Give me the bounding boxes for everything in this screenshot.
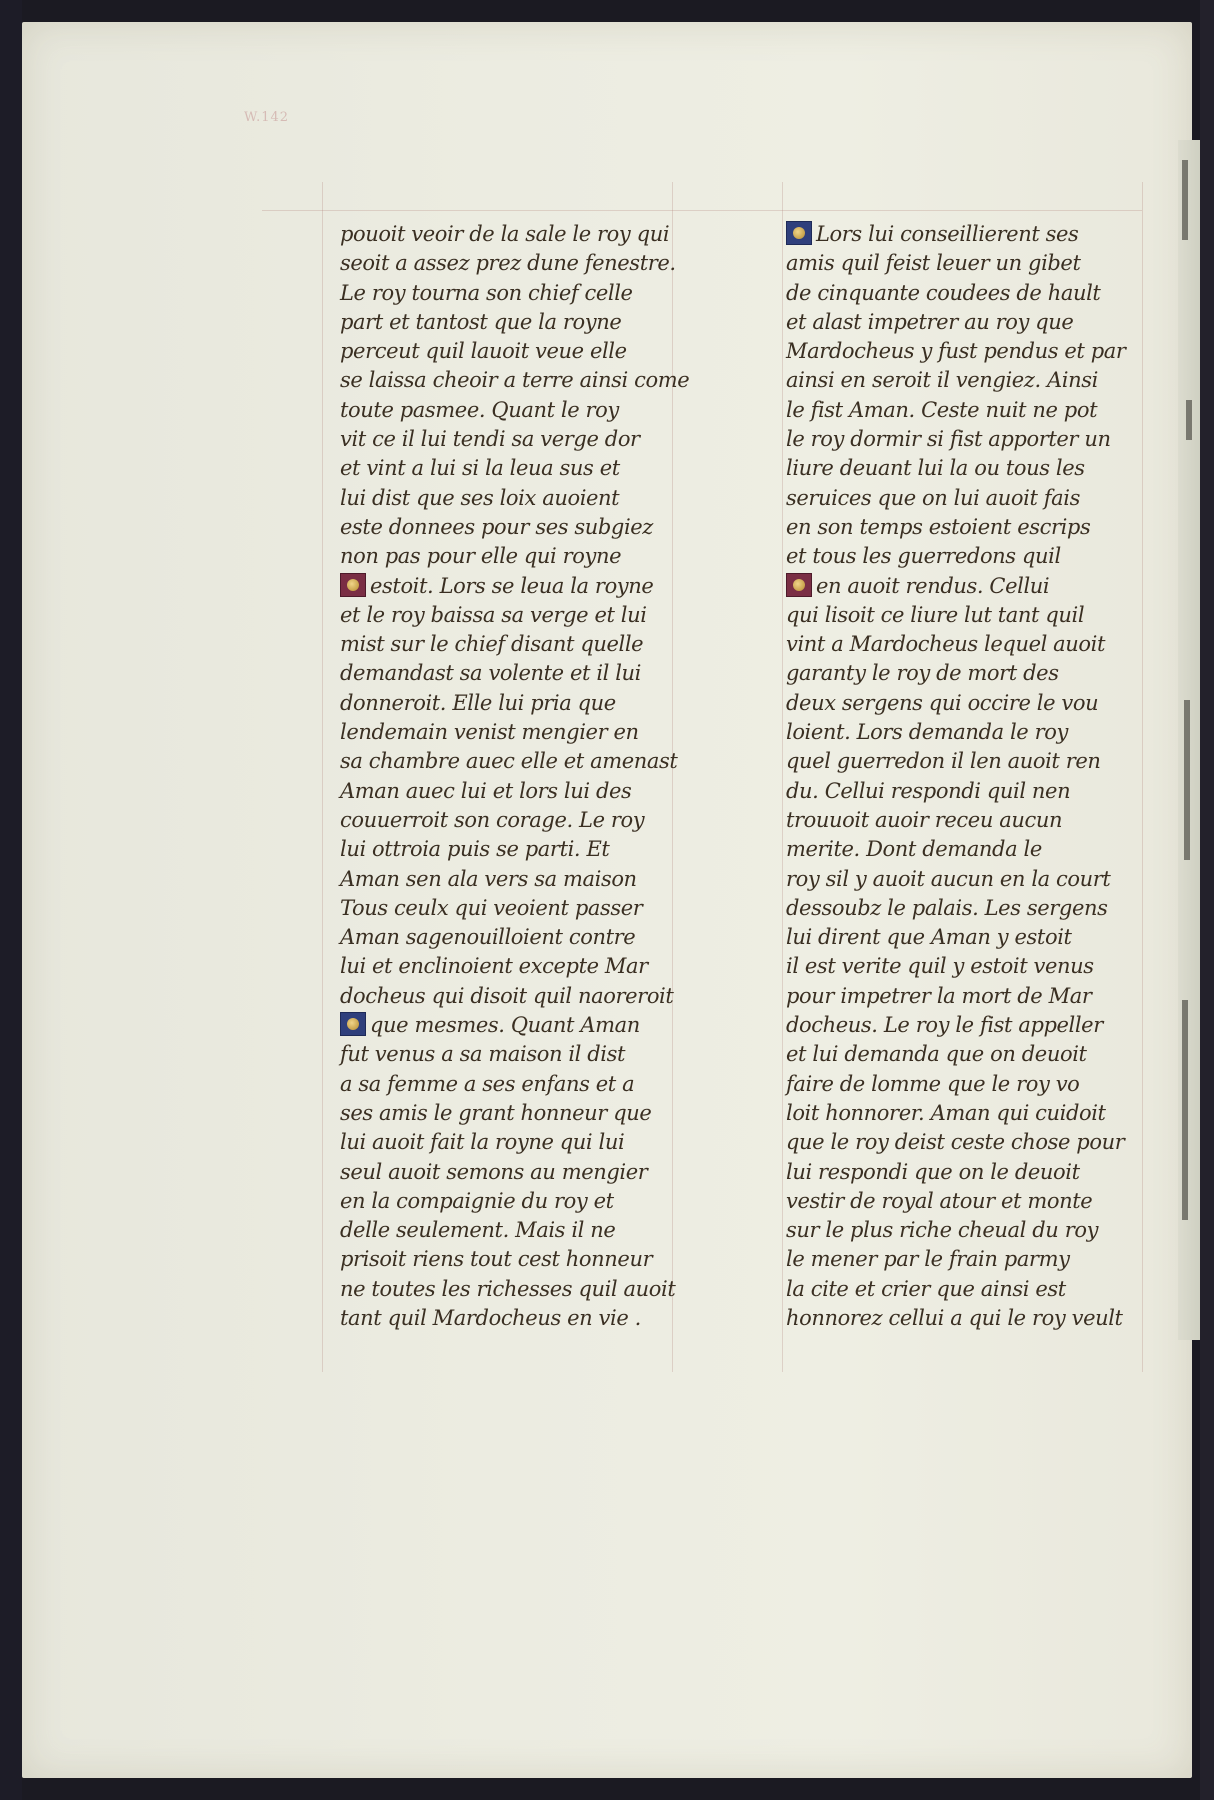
text-line xyxy=(786,1304,1166,1333)
text-line xyxy=(340,1304,720,1333)
text-line xyxy=(340,777,720,806)
text-line xyxy=(340,513,720,542)
text-line-content: liure deuant lui la ou tous les xyxy=(786,456,1085,481)
text-line-content: loit honnorer. Aman qui cuidoit xyxy=(786,1100,1106,1125)
text-line-content: Tous ceulx qui veoient passer xyxy=(340,895,643,920)
text-column-left xyxy=(340,220,720,1333)
text-line xyxy=(340,279,720,308)
text-line-content: du. Cellui respondi quil nen xyxy=(786,778,1071,803)
text-line-content: demandast sa volente et il lui xyxy=(340,661,641,686)
text-line-content: vit ce il lui tendi sa verge dor xyxy=(340,427,640,452)
text-line-content: lui auoit fait la royne qui lui xyxy=(340,1130,625,1155)
text-line-content: en auoit rendus. Cellui xyxy=(816,573,1050,598)
text-line xyxy=(786,894,1166,923)
text-line xyxy=(340,1128,720,1157)
text-line xyxy=(340,572,720,601)
text-line-content: Aman auec lui et lors lui des xyxy=(340,778,632,803)
text-line-content: sur le plus riche cheual du roy xyxy=(786,1218,1099,1243)
manuscript-folio xyxy=(22,22,1192,1778)
text-line xyxy=(340,1245,720,1274)
text-line xyxy=(786,279,1166,308)
text-line xyxy=(786,747,1166,776)
text-line-content: ainsi en seroit il vengiez. Ainsi xyxy=(786,368,1098,393)
text-line-content: pouoit veoir de la sale le roy qui xyxy=(340,222,670,246)
decorated-initial-icon xyxy=(340,1012,366,1036)
text-line-content: tant quil Mardocheus en vie . xyxy=(340,1305,641,1330)
text-line xyxy=(340,659,720,688)
ink-trace xyxy=(1186,400,1192,440)
text-line xyxy=(786,806,1166,835)
text-line xyxy=(340,366,720,395)
text-line-content: et tous les guerredons quil xyxy=(786,544,1061,569)
text-line-content: amis quil feist leuer un gibet xyxy=(786,251,1081,276)
text-line-content: fut venus a sa maison il dist xyxy=(340,1042,626,1067)
adjacent-page-edge xyxy=(1178,140,1200,1340)
text-line xyxy=(786,1275,1166,1304)
text-line-content: merite. Dont demanda le xyxy=(786,837,1042,862)
text-line-content: la cite et crier que ainsi est xyxy=(786,1276,1066,1301)
text-line-content: que mesmes. Quant Aman xyxy=(370,1013,640,1038)
text-line-content: honnorez cellui a qui le roy veult xyxy=(786,1305,1123,1330)
text-line xyxy=(340,1040,720,1069)
text-line xyxy=(786,337,1166,366)
text-line-content: Aman sen ala vers sa maison xyxy=(340,866,637,891)
text-line-content: non pas pour elle qui royne xyxy=(340,544,622,569)
text-line xyxy=(340,1187,720,1216)
text-line xyxy=(786,484,1166,513)
text-line xyxy=(340,542,720,571)
text-line xyxy=(340,747,720,776)
text-line xyxy=(786,1187,1166,1216)
text-line-content: delle seulement. Mais il ne xyxy=(340,1218,616,1243)
text-line-content: estoit. Lors se leua la royne xyxy=(370,573,654,598)
text-line xyxy=(340,718,720,747)
text-line xyxy=(340,1158,720,1187)
text-line-content: et vint a lui si la leua sus et xyxy=(340,456,620,481)
text-line-content: le roy dormir si fist apporter un xyxy=(786,427,1111,452)
text-line xyxy=(340,806,720,835)
text-line xyxy=(786,249,1166,278)
text-line-content: pour impetrer la mort de Mar xyxy=(786,983,1092,1008)
text-line xyxy=(340,1216,720,1245)
ruling-line xyxy=(782,182,783,1372)
text-line-content: roy sil y auoit aucun en la court xyxy=(786,866,1111,891)
text-line xyxy=(786,572,1166,601)
text-line xyxy=(786,923,1166,952)
text-line-content: le mener par le frain parmy xyxy=(786,1247,1070,1272)
text-line xyxy=(340,982,720,1011)
text-line-content: le fist Aman. Ceste nuit ne pot xyxy=(786,397,1098,422)
text-line-content: Lors lui conseillierent ses xyxy=(816,222,1079,246)
text-line-content: garanty le roy de mort des xyxy=(786,661,1059,686)
text-line xyxy=(340,220,720,249)
text-line xyxy=(786,454,1166,483)
text-line-content: lui ottroia puis se parti. Et xyxy=(340,837,610,862)
photo-background-right xyxy=(1200,0,1214,1800)
text-line xyxy=(786,513,1166,542)
text-line-content: lendemain venist mengier en xyxy=(340,720,639,745)
text-line-content: vint a Mardocheus lequel auoit xyxy=(786,632,1106,657)
text-line xyxy=(786,396,1166,425)
text-line xyxy=(340,923,720,952)
text-line-content: este donnees pour ses subgiez xyxy=(340,514,653,539)
text-line-content: et lui demanda que on deuoit xyxy=(786,1042,1087,1067)
text-line xyxy=(786,952,1166,981)
text-line-content: de cinquante coudees de hault xyxy=(786,280,1101,305)
text-line xyxy=(340,952,720,981)
ruling-line xyxy=(322,182,323,1372)
ink-trace xyxy=(1182,1000,1188,1220)
text-line-content: mist sur le chief disant quelle xyxy=(340,632,644,657)
text-line-content: loient. Lors demanda le roy xyxy=(786,720,1068,745)
text-line xyxy=(786,1070,1166,1099)
text-line-content: sa chambre auec elle et amenast xyxy=(340,749,678,774)
text-line-content: lui et enclinoient excepte Mar xyxy=(340,954,648,979)
text-line-content: quel guerredon il len auoit ren xyxy=(786,749,1101,774)
ink-trace xyxy=(1184,700,1190,860)
text-line xyxy=(786,1245,1166,1274)
text-line xyxy=(340,249,720,278)
text-line-content: Aman sagenouilloient contre xyxy=(340,925,636,950)
text-line xyxy=(786,659,1166,688)
text-line-content: lui dirent que Aman y estoit xyxy=(786,925,1072,950)
text-line xyxy=(786,220,1166,249)
text-line-content: se laissa cheoir a terre ainsi come xyxy=(340,368,690,393)
text-line xyxy=(786,689,1166,718)
text-line xyxy=(786,1011,1166,1040)
text-line-content: trouuoit auoir receu aucun xyxy=(786,807,1063,832)
text-line xyxy=(786,425,1166,454)
text-line-content: perceut quil lauoit veue elle xyxy=(340,339,627,364)
text-line xyxy=(786,865,1166,894)
text-line xyxy=(340,484,720,513)
text-line xyxy=(340,689,720,718)
text-line-content: en son temps estoient escrips xyxy=(786,514,1091,539)
text-line xyxy=(340,894,720,923)
text-line-content: prisoit riens tout cest honneur xyxy=(340,1247,653,1272)
text-line xyxy=(786,1128,1166,1157)
text-line xyxy=(340,1275,720,1304)
text-line xyxy=(786,777,1166,806)
text-line xyxy=(340,1070,720,1099)
text-line-content: lui dist que ses loix auoient xyxy=(340,485,620,510)
text-line xyxy=(340,1099,720,1128)
text-line xyxy=(340,396,720,425)
text-line xyxy=(786,1099,1166,1128)
ink-trace xyxy=(1182,160,1188,240)
text-line-content: couuerroit son corage. Le roy xyxy=(340,807,645,832)
text-line xyxy=(340,454,720,483)
text-line-content: toute pasmee. Quant le roy xyxy=(340,397,619,422)
text-line xyxy=(786,601,1166,630)
text-line-content: faire de lomme que le roy vo xyxy=(786,1071,1080,1096)
text-line xyxy=(786,542,1166,571)
text-line-content: Mardocheus y fust pendus et par xyxy=(786,339,1126,364)
text-line xyxy=(340,1011,720,1040)
text-line-content: Le roy tourna son chief celle xyxy=(340,280,633,305)
text-line-content: qui lisoit ce liure lut tant quil xyxy=(786,602,1085,627)
text-line xyxy=(340,630,720,659)
text-line xyxy=(340,308,720,337)
decorated-initial-icon xyxy=(340,573,366,597)
text-line-content: docheus. Le roy le fist appeller xyxy=(786,1013,1103,1038)
text-line xyxy=(786,630,1166,659)
decorated-initial-icon xyxy=(786,573,812,597)
text-line xyxy=(786,982,1166,1011)
shelfmark: W.142 xyxy=(244,110,290,125)
text-line xyxy=(786,366,1166,395)
text-line xyxy=(786,1216,1166,1245)
text-line-content: ne toutes les richesses quil auoit xyxy=(340,1276,676,1301)
text-line xyxy=(340,425,720,454)
text-line-content: a sa femme a ses enfans et a xyxy=(340,1071,635,1096)
text-line-content: seruices que on lui auoit fais xyxy=(786,485,1080,510)
text-line-content: dessoubz le palais. Les sergens xyxy=(786,895,1108,920)
text-line xyxy=(340,865,720,894)
text-line-content: docheus qui disoit quil naoreroit xyxy=(340,983,674,1008)
text-line xyxy=(786,718,1166,747)
text-line xyxy=(340,337,720,366)
text-line-content: et alast impetrer au roy que xyxy=(786,309,1074,334)
text-line xyxy=(340,835,720,864)
text-line-content: il est verite quil y estoit venus xyxy=(786,954,1094,979)
text-line xyxy=(786,308,1166,337)
text-line xyxy=(786,1040,1166,1069)
text-line-content: ses amis le grant honneur que xyxy=(340,1100,652,1125)
text-line-content: part et tantost que la royne xyxy=(340,309,622,334)
text-line-content: et le roy baissa sa verge et lui xyxy=(340,602,647,627)
text-line xyxy=(340,601,720,630)
text-line xyxy=(786,835,1166,864)
text-line-content: seoit a assez prez dune fenestre. xyxy=(340,251,676,276)
photo-background-left xyxy=(0,0,22,1800)
text-column-right xyxy=(786,220,1166,1333)
text-line xyxy=(786,1158,1166,1187)
text-line-content: deux sergens qui occire le vou xyxy=(786,690,1099,715)
text-line-content: que le roy deist ceste chose pour xyxy=(786,1130,1125,1155)
text-line-content: vestir de royal atour et monte xyxy=(786,1188,1093,1213)
ruling-line xyxy=(262,210,1142,211)
text-line-content: lui respondi que on le deuoit xyxy=(786,1159,1080,1184)
text-line-content: en la compaignie du roy et xyxy=(340,1188,614,1213)
text-line-content: donneroit. Elle lui pria que xyxy=(340,690,616,715)
text-line-content: seul auoit semons au mengier xyxy=(340,1159,648,1184)
decorated-initial-icon xyxy=(786,221,812,245)
